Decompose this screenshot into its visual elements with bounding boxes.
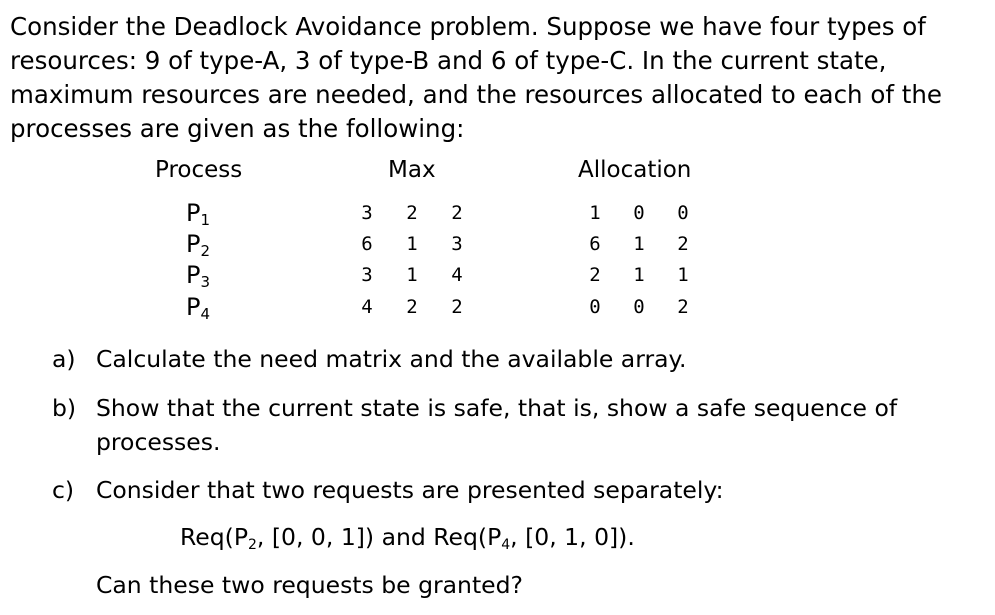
question-a-label: a) xyxy=(52,345,76,373)
question-c-text: Consider that two requests are presented separately: xyxy=(96,476,724,504)
allocation-cell: 1 xyxy=(633,233,645,255)
max-cell: 4 xyxy=(451,264,463,286)
max-cell: 2 xyxy=(451,202,463,224)
allocation-cell: 0 xyxy=(633,296,645,318)
question-b-label: b) xyxy=(52,394,77,422)
header-max: Max xyxy=(388,157,436,183)
question-b-text: Show that the current state is safe, that is, show a safe sequence of processes. xyxy=(96,394,898,456)
problem-intro: Consider the Deadlock Avoidance problem. Suppose we have four types of resources: 9 of type-A, 3 of type-B and 6 of type-C. In the current state, maximum resources are needed, and the resources allocated to each of the processes are given as the following: xyxy=(10,12,942,143)
question-a-text: Calculate the need matrix and the available array. xyxy=(96,345,687,373)
allocation-cell: 6 xyxy=(589,233,601,255)
request-line: $Req(P_2$, [0, 0, 1]) and $Req(P_4$, [0, 1, 0]). xyxy=(180,523,635,553)
max-cell: 3 xyxy=(361,264,373,286)
process-label: $P_4$ xyxy=(186,293,211,323)
allocation-cell: 0 xyxy=(589,296,601,318)
allocation-cell: 0 xyxy=(677,202,689,224)
process-label: $P_3$ xyxy=(186,261,211,291)
header-allocation: Allocation xyxy=(578,157,692,183)
process-label: $P_1$ xyxy=(186,199,211,229)
allocation-cell: 1 xyxy=(677,264,689,286)
max-cell: 1 xyxy=(406,233,418,255)
question-c-final: Can these two requests be granted? xyxy=(96,571,524,599)
allocation-cell: 2 xyxy=(677,296,689,318)
max-cell: 2 xyxy=(406,202,418,224)
max-cell: 3 xyxy=(361,202,373,224)
max-cell: 2 xyxy=(451,296,463,318)
question-c-label: c) xyxy=(52,476,75,504)
max-cell: 4 xyxy=(361,296,373,318)
max-cell: 6 xyxy=(361,233,373,255)
max-cell: 3 xyxy=(451,233,463,255)
allocation-cell: 2 xyxy=(589,264,601,286)
allocation-cell: 1 xyxy=(633,264,645,286)
max-cell: 1 xyxy=(406,264,418,286)
allocation-cell: 0 xyxy=(633,202,645,224)
allocation-cell: 2 xyxy=(677,233,689,255)
header-process: Process xyxy=(155,157,243,183)
max-cell: 2 xyxy=(406,296,418,318)
allocation-cell: 1 xyxy=(589,202,601,224)
process-label: $P_2$ xyxy=(186,230,211,260)
